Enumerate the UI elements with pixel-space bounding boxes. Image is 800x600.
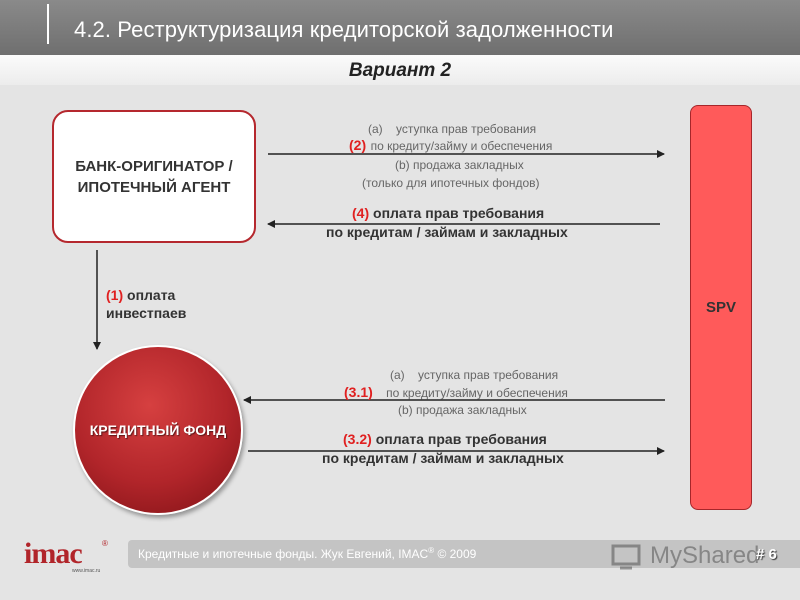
flow2-line2	[349, 137, 552, 155]
flow32-line1	[343, 431, 547, 447]
flow4-number: (4)	[352, 205, 370, 221]
flow2-a-text: уступка прав требования	[396, 122, 537, 136]
flow1-text: оплата	[127, 287, 176, 303]
flow2-a-prefix: (a)	[368, 122, 383, 136]
flow31-number: (3.1)	[344, 384, 373, 400]
flow2-b: (b) продажа закладных	[395, 158, 524, 172]
logo-site: www.imac.ru	[72, 568, 101, 574]
variant-title: Вариант 2	[348, 60, 452, 81]
credit-fund-node: КРЕДИТНЫЙ ФОНД	[73, 345, 243, 515]
page-number: # 6	[756, 546, 777, 563]
watermark-text: MyShared	[650, 542, 760, 569]
logo-registered-mark: ®	[102, 539, 108, 548]
flow1-line1	[106, 287, 175, 303]
flow4-line1	[352, 205, 544, 221]
flow1-line2: инвестпаев	[106, 305, 187, 321]
flow2-a-label	[368, 122, 536, 136]
flow32-line2: по кредитам / займам и закладных	[322, 450, 564, 466]
bank-originator-node: БАНК-ОРИГИНАТОР / ИПОТЕЧНЫЙ АГЕНТ	[52, 110, 256, 243]
page-title: 4.2. Реструктуризация кредиторской задолженности	[74, 17, 614, 42]
flow32-text: оплата прав требования	[375, 431, 547, 447]
footer-copyright: © 2009	[437, 547, 477, 561]
flow31-a-text: уступка прав требования	[418, 368, 559, 382]
flow2-number: (2)	[349, 137, 367, 153]
flow1-number: (1)	[106, 287, 124, 303]
spv-node: SPV	[690, 105, 752, 510]
flow4-text: оплата прав требования	[373, 205, 545, 221]
watermark	[610, 538, 770, 578]
flow31-a-cont: по кредиту/займу и обеспечения	[386, 386, 568, 400]
watermark-icon	[610, 540, 644, 574]
flow4-line2: по кредитам / займам и закладных	[326, 224, 568, 240]
flow31-b: (b) продажа закладных	[398, 403, 527, 417]
flow2-b-cont: (только для ипотечных фондов)	[362, 176, 540, 190]
flow32-number: (3.2)	[343, 431, 372, 447]
footer-registered-mark: ®	[428, 546, 435, 555]
flow31-a-prefix: (a)	[390, 368, 405, 382]
footer-text	[138, 546, 476, 561]
flow31-a-label	[390, 368, 558, 382]
logo-wordmark: imac	[24, 537, 82, 570]
footer-text-main: Кредитные и ипотечные фонды. Жук Евгений, IMAC	[138, 547, 429, 561]
flow2-a-cont: по кредиту/займу и обеспечения	[370, 139, 553, 153]
flow31-line2	[344, 384, 568, 402]
